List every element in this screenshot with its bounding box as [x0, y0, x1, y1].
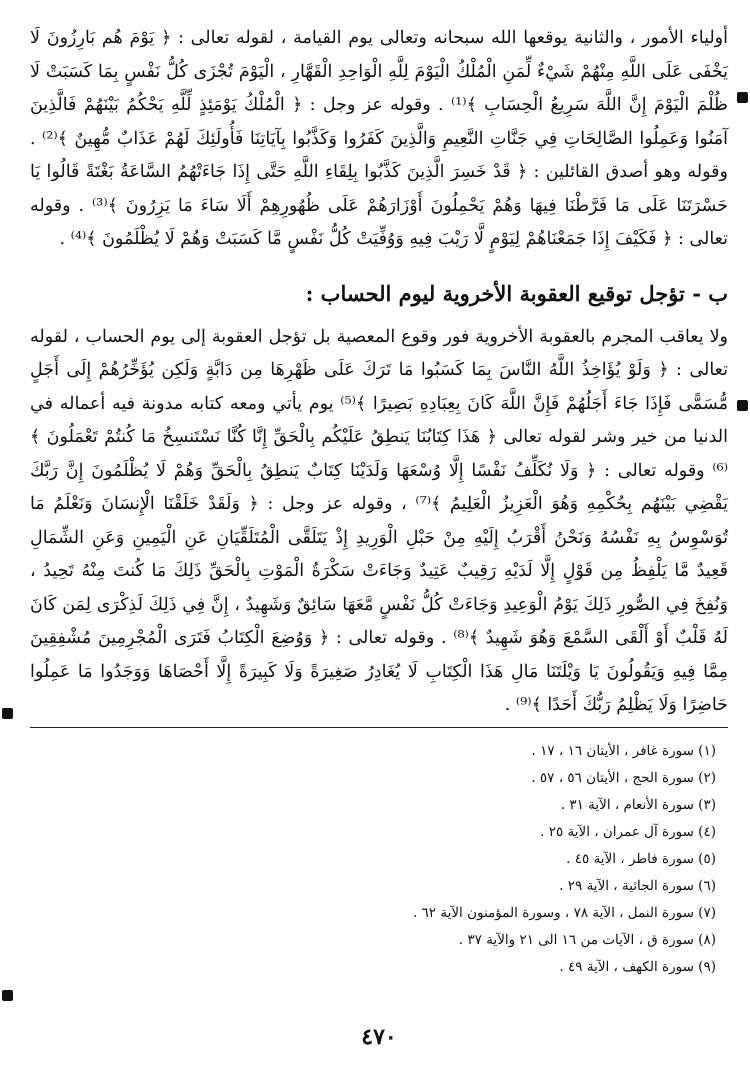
footnote-item: (٨) سورة ق ، الآيات من ١٦ الى ٢١ والآية ٣٧ . [458, 931, 716, 948]
scan-mark-icon [737, 92, 748, 103]
book-page [30, 22, 728, 1072]
footnote-item: (٩) سورة الكهف ، الآية ٤٩ . [559, 958, 716, 975]
footnote-item: (٧) سورة النمل ، الآية ٧٨ ، وسورة المؤمنون الآية ٦٢ . [412, 904, 716, 921]
section-heading: ب - تؤجل توقيع العقوبة الأخروية ليوم الحساب : [305, 280, 728, 306]
body-paragraph-1: أولياء الأمور ، والثانية يوقعها الله سبحانه وتعالى يوم القيامة ، لقوله تعالى : ﴿ يَوْمَ هُم بَارِزُونَ لَا يَخْفَى عَلَى اللَّهِ مِنْهُمْ شَيْءٌ لِّمَنِ الْمُلْكُ الْيَوْمَ لِلَّهِ الْوَاحِدِ الْقَهَّارِ ، الْيَوْمَ تُجْزَى كُلُّ نَفْسٍ بِمَا كَسَبَتْ لَا ظُلْمَ الْيَوْمَ إِنَّ اللَّهَ سَرِيعُ الْحِسَابِ ﴾⁽¹⁾ . وقوله عز وجل : ﴿ الْمُلْكُ يَوْمَئِذٍ لِّلَّهِ يَحْكُمُ بَيْنَهُمْ فَالَّذِينَ آمَنُوا وَعَمِلُوا الصَّالِحَاتِ فِي جَنَّاتِ النَّعِيمِ وَالَّذِينَ كَفَرُوا وَكَذَّبُوا بِآيَاتِنَا فَأُولَئِكَ لَهُمْ عَذَابٌ مُّهِينٌ ﴾⁽²⁾ . وقوله وهو أصدق القائلين : ﴿ قَدْ خَسِرَ الَّذِينَ كَذَّبُوا بِلِقَاءِ اللَّهِ حَتَّى إِذَا جَاءَتْهُمُ السَّاعَةُ بَغْتَةً قَالُوا يَا حَسْرَتَنَا عَلَى مَا فَرَّطْنَا فِيهَا وَهُمْ يَحْمِلُونَ أَوْزَارَهُمْ عَلَى ظُهُورِهِمْ أَلَا سَاءَ مَا يَزِرُونَ ﴾⁽³⁾ . وقوله تعالى : ﴿ فَكَيْفَ إِذَا جَمَعْنَاهُمْ لِيَوْمٍ لَّا رَيْبَ فِيهِ وَوُفِّيَتْ كُلُّ نَفْسٍ مَّا كَسَبَتْ وَهُمْ لَا يُظْلَمُونَ ﴾⁽⁴⁾ . [30, 28, 729, 249]
footnote-item: (٥) سورة فاطر ، الآية ٤٥ . [566, 850, 716, 867]
footnote-item: (٦) سورة الجاثية ، الآية ٢٩ . [559, 877, 716, 894]
footnote-divider [30, 727, 728, 728]
footnote-item: (٤) سورة آل عمران ، الآية ٢٥ . [540, 823, 716, 840]
page-number: ٤٧٠ [361, 1024, 397, 1050]
footnotes-list [30, 738, 728, 981]
scan-mark-icon [2, 708, 13, 719]
body-paragraph-2: ولا يعاقب المجرم بالعقوبة الأخروية فور وقوع المعصية بل تؤجل العقوبة إلى يوم الحساب ، لقوله تعالى : ﴿ وَلَوْ يُؤَاخِذُ اللَّهُ النَّاسَ بِمَا كَسَبُوا مَا تَرَكَ عَلَى ظَهْرِهَا مِن دَابَّةٍ وَلَكِن يُؤَخِّرُهُمْ إِلَى أَجَلٍ مُّسَمًّى فَإِذَا جَاءَ أَجَلُهُمْ فَإِنَّ اللَّهَ كَانَ بِعِبَادِهِ بَصِيرًا ﴾⁽⁵⁾ يوم يأتي ومعه كتابه مدونة فيه أعماله في الدنيا من خير وشر لقوله تعالى ﴿ هَذَا كِتَابُنَا يَنطِقُ عَلَيْكُم بِالْحَقِّ إِنَّا كُنَّا نَسْتَنسِخُ مَا كُنتُمْ تَعْمَلُونَ ﴾⁽⁶⁾ وقوله تعالى : ﴿ وَلَا نُكَلِّفُ نَفْسًا إِلَّا وُسْعَهَا وَلَدَيْنَا كِتَابٌ يَنطِقُ بِالْحَقِّ وَهُمْ لَا يُظْلَمُونَ إِنَّ رَبَّكَ يَقْضِي بَيْنَهُم بِحُكْمِهِ وَهُوَ الْعَزِيزُ الْعَلِيمُ ﴾⁽⁷⁾ ، وقوله عز وجل : ﴿ وَلَقَدْ خَلَقْنَا الْإِنسَانَ وَنَعْلَمُ مَا تُوَسْوِسُ بِهِ نَفْسُهُ وَنَحْنُ أَقْرَبُ إِلَيْهِ مِنْ حَبْلِ الْوَرِيدِ إِذْ يَتَلَقَّى الْمُتَلَقِّيَانِ عَنِ الْيَمِينِ وَعَنِ الشِّمَالِ قَعِيدٌ مَّا يَلْفِظُ مِن قَوْلٍ إِلَّا لَدَيْهِ رَقِيبٌ عَتِيدٌ وَجَاءَتْ سَكْرَةُ الْمَوْتِ بِالْحَقِّ ذَلِكَ مَا كُنتَ مِنْهُ تَحِيدُ ، وَنُفِخَ فِي الصُّورِ ذَلِكَ يَوْمُ الْوَعِيدِ وَجَاءَتْ كُلُّ نَفْسٍ مَّعَهَا سَائِقٌ وَشَهِيدٌ ، إِنَّ فِي ذَلِكَ لَذِكْرَى لِمَن كَانَ لَهُ قَلْبٌ أَوْ أَلْقَى السَّمْعَ وَهُوَ شَهِيدٌ ﴾⁽⁸⁾ . وقوله تعالى : ﴿ وَوُضِعَ الْكِتَابُ فَتَرَى الْمُجْرِمِينَ مُشْفِقِينَ مِمَّا فِيهِ وَيَقُولُونَ يَا وَيْلَتَنَا مَالِ هَذَا الْكِتَابِ لَا يُغَادِرُ صَغِيرَةً وَلَا كَبِيرَةً إِلَّا أَحْصَاهَا وَوَجَدُوا مَا عَمِلُوا حَاضِرًا وَلَا يَظْلِمُ رَبُّكَ أَحَدًا ﴾⁽⁹⁾ . [30, 326, 729, 715]
footnote-item: (٢) سورة الحج ، الأيتان ٥٦ ، ٥٧ . [531, 769, 716, 786]
footnote-item: (٣) سورة الأنعام ، الآية ٣١ . [560, 796, 716, 813]
footnote-item: (١) سورة غافر ، الأيتان ١٦ ، ١٧ . [531, 742, 716, 759]
scan-mark-icon [737, 400, 748, 411]
scan-mark-icon [2, 990, 13, 1001]
